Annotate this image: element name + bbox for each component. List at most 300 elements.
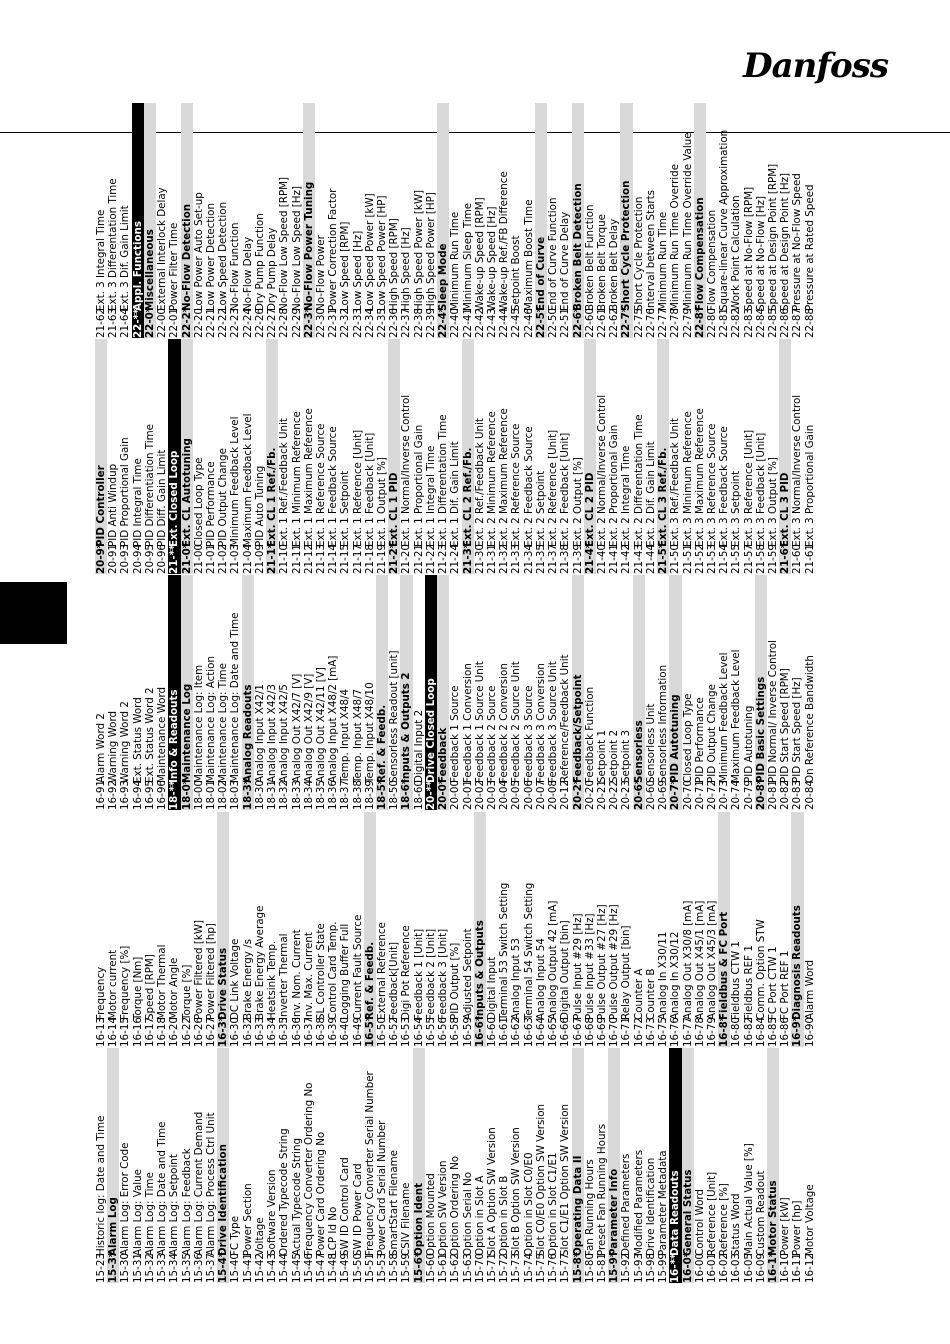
parameter-number: 21-22 bbox=[424, 544, 437, 574]
parameter-row bbox=[730, 1048, 742, 1283]
subgroup-header bbox=[437, 575, 449, 810]
parameter-name: Frequency Converter Serial Number bbox=[363, 1071, 376, 1256]
parameter-name: Low Speed Power [kW] bbox=[363, 193, 376, 311]
parameter-name: Historic log: Date and Time bbox=[95, 1115, 107, 1256]
parameter-row bbox=[510, 339, 522, 574]
parameter-row bbox=[767, 812, 779, 1047]
parameter-number: 16-70 bbox=[608, 1017, 621, 1047]
parameter-row bbox=[535, 339, 547, 574]
parameter-row bbox=[718, 575, 730, 810]
parameter-row bbox=[95, 1048, 107, 1283]
parameter-name: PID Performance bbox=[693, 697, 706, 783]
parameter-number: 15-63 bbox=[461, 1253, 474, 1283]
parameter-row bbox=[144, 339, 156, 574]
parameter-name: Maintenance Log: Action bbox=[204, 656, 217, 783]
parameter-name: Status Word bbox=[730, 1193, 743, 1256]
parameter-number: 20-08 bbox=[547, 780, 560, 810]
parameter-name: PID Autotuning bbox=[669, 694, 682, 783]
subgroup-header bbox=[303, 103, 315, 338]
parameter-name: General Status bbox=[681, 1169, 694, 1256]
parameter-number: 16-16 bbox=[131, 1017, 144, 1047]
parameter-row bbox=[743, 339, 755, 574]
parameter-name: Info & Readouts bbox=[168, 689, 181, 783]
parameter-number: 16-40 bbox=[339, 1017, 352, 1047]
parameter-number: 16-30 bbox=[229, 1017, 242, 1047]
parameter-name: No-Flow Function bbox=[229, 222, 242, 311]
parameter-name: Ext. 1 Normal/Inverse Control bbox=[400, 394, 413, 547]
parameter-name: Ext. 2 Feedback Source bbox=[522, 426, 535, 547]
parameter-number: 22-76 bbox=[644, 308, 657, 338]
parameter-row bbox=[266, 812, 278, 1047]
parameter-row bbox=[645, 575, 657, 810]
parameter-row bbox=[181, 812, 193, 1047]
parameter-row bbox=[547, 812, 559, 1047]
parameter-name: Inv. Max. Current bbox=[302, 932, 315, 1020]
parameter-row bbox=[584, 103, 596, 338]
parameter-row bbox=[767, 103, 779, 338]
parameter-number: 21-41 bbox=[608, 544, 621, 574]
parameter-number: 16-76 bbox=[669, 1017, 682, 1047]
parameter-name: Ext. 2 Output [%] bbox=[571, 457, 584, 547]
subgroup-header bbox=[242, 575, 254, 810]
parameter-number: 22-2* bbox=[180, 306, 193, 338]
parameter-number: 16-33 bbox=[253, 1017, 266, 1047]
parameter-name: Software Version bbox=[266, 1169, 279, 1256]
subgroup-header bbox=[437, 103, 449, 338]
parameter-name: Analog In X30/11 bbox=[657, 931, 670, 1020]
parameter-row bbox=[315, 812, 327, 1047]
parameter-row bbox=[657, 575, 669, 810]
parameter-row bbox=[706, 812, 718, 1047]
parameter-row bbox=[498, 1048, 510, 1283]
parameter-row bbox=[303, 339, 315, 574]
parameter-name: PID Start Speed [RPM] bbox=[779, 668, 792, 783]
parameter-row bbox=[425, 339, 437, 574]
parameter-name: Low Speed [Hz] bbox=[351, 230, 364, 311]
parameter-name: Wake-up Ref./FB Difference bbox=[498, 171, 511, 311]
parameter-number: 15-47 bbox=[314, 1253, 327, 1283]
parameter-number: 16-5* bbox=[363, 1015, 376, 1047]
parameter-name: Wake-up Speed [RPM] bbox=[473, 197, 486, 311]
parameter-row bbox=[559, 103, 571, 338]
parameter-name: No-Flow Detection bbox=[180, 203, 193, 311]
parameter-name: Ext. 3 Feedback [Unit] bbox=[754, 432, 767, 547]
parameter-number: 21-54 bbox=[718, 544, 731, 574]
parameter-number: 20-06 bbox=[522, 780, 535, 810]
parameter-row bbox=[730, 575, 742, 810]
parameter-row bbox=[608, 812, 620, 1047]
parameter-name: Analog Input X42/1 bbox=[253, 684, 266, 783]
parameter-number: 22-43 bbox=[486, 308, 498, 338]
parameter-name: Maximum Feedback Level bbox=[241, 413, 254, 547]
parameter-name: Terminal 53 Switch Setting bbox=[498, 882, 511, 1020]
parameter-row bbox=[315, 1048, 327, 1283]
parameter-row bbox=[437, 1048, 449, 1283]
subgroup-header bbox=[755, 575, 767, 810]
parameter-row bbox=[633, 339, 645, 574]
parameter-number: 15-74 bbox=[522, 1253, 535, 1283]
parameter-number: 16-01 bbox=[705, 1253, 718, 1283]
subgroup-header bbox=[572, 103, 584, 338]
parameter-name: Digital Output [bin] bbox=[559, 920, 572, 1020]
parameter-name: Power Correction Factor bbox=[327, 188, 340, 311]
parameter-name: Feedback 2 Conversion bbox=[498, 663, 511, 783]
parameter-row bbox=[278, 103, 290, 338]
parameter-number: 21-5* bbox=[657, 542, 670, 574]
parameter-name: Data Readouts bbox=[669, 1170, 682, 1256]
parameter-row bbox=[706, 575, 718, 810]
parameter-number: 15-43 bbox=[266, 1253, 279, 1283]
parameter-row bbox=[559, 575, 571, 810]
parameter-number: 22-80 bbox=[705, 308, 718, 338]
parameter-name: Feedback 3 Source bbox=[522, 685, 535, 783]
parameter-number: 22-41 bbox=[461, 308, 474, 338]
parameter-name: Motor current bbox=[107, 949, 120, 1020]
parameter-row bbox=[229, 575, 241, 810]
parameter-number: 15-70 bbox=[473, 1253, 486, 1283]
parameter-row bbox=[730, 339, 742, 574]
parameter-row bbox=[278, 339, 290, 574]
parameter-number: 16-17 bbox=[143, 1017, 156, 1047]
parameter-row bbox=[388, 1048, 400, 1283]
parameter-name: Counter B bbox=[644, 968, 657, 1020]
parameter-name: PID Autotuning bbox=[742, 705, 755, 783]
parameter-number: 16-91 bbox=[95, 780, 107, 810]
parameter-number: 15-71 bbox=[486, 1253, 498, 1283]
parameter-number: 15-6* bbox=[412, 1251, 425, 1283]
parameter-name: Alarm Log: Value bbox=[131, 1169, 144, 1256]
parameter-number: 20-82 bbox=[779, 780, 792, 810]
parameter-number: 22-20 bbox=[192, 308, 205, 338]
parameter-number: 20-23 bbox=[620, 780, 633, 810]
parameter-number: 15-77 bbox=[559, 1253, 572, 1283]
parameter-name: CSIV Filename bbox=[400, 1182, 413, 1256]
parameter-number: 20-02 bbox=[473, 780, 486, 810]
parameter-row bbox=[804, 339, 816, 574]
parameter-name: Broken Belt Torque bbox=[595, 214, 608, 311]
parameter-number: 22-35 bbox=[376, 308, 389, 338]
parameter-name: Motor Angle bbox=[168, 957, 181, 1020]
parameter-number: 16-12 bbox=[803, 1253, 816, 1283]
parameter-name: Ext. CL 2 PID bbox=[583, 472, 596, 547]
parameter-number: 15-46 bbox=[302, 1253, 315, 1283]
parameter-number: 16-67 bbox=[571, 1017, 584, 1047]
parameter-row bbox=[278, 1048, 290, 1283]
subgroup-header bbox=[767, 1048, 779, 1283]
parameter-number: 20-73 bbox=[718, 780, 731, 810]
parameter-number: 22-82 bbox=[730, 308, 743, 338]
parameter-row bbox=[156, 812, 168, 1047]
parameter-number: 22-4* bbox=[437, 306, 450, 338]
parameter-number: 20-0* bbox=[437, 778, 450, 810]
parameter-row bbox=[779, 1048, 791, 1283]
parameter-row bbox=[535, 575, 547, 810]
parameter-number: 18-31 bbox=[266, 780, 279, 810]
parameter-number: 15-76 bbox=[547, 1253, 560, 1283]
parameter-column bbox=[95, 103, 816, 338]
parameter-name: Ext. 2 Integral Time bbox=[620, 445, 633, 547]
parameter-name: PID Basic Settings bbox=[754, 676, 767, 783]
parameter-name: PID Output Change bbox=[705, 684, 718, 783]
parameter-number: 22-36 bbox=[388, 308, 401, 338]
parameter-row bbox=[547, 339, 559, 574]
parameter-name: Option Ident bbox=[412, 1182, 425, 1256]
parameter-number: 22-38 bbox=[412, 308, 425, 338]
parameter-number: 16-09 bbox=[754, 1253, 767, 1283]
subgroup-header bbox=[779, 339, 791, 574]
parameter-row bbox=[352, 1048, 364, 1283]
parameter-number: 18-** bbox=[168, 780, 181, 810]
parameter-name: Ext. 3 Differentation Time bbox=[107, 178, 120, 311]
parameter-row bbox=[486, 103, 498, 338]
parameter-name: Feedback 1 Conversion bbox=[461, 663, 474, 783]
parameter-name: Warning Word 2 bbox=[119, 701, 132, 783]
parameter-row bbox=[510, 1048, 522, 1283]
parameter-row bbox=[682, 339, 694, 574]
parameter-name: Analog Out X30/8 [mA] bbox=[681, 900, 694, 1020]
parameter-name: Ext. 2 Proportional Gain bbox=[608, 424, 621, 547]
parameter-number: 16-69 bbox=[595, 1017, 608, 1047]
parameter-row bbox=[682, 575, 694, 810]
parameter-number: 15-51 bbox=[363, 1253, 376, 1283]
parameter-name: Option in Slot C0/E0 bbox=[522, 1152, 535, 1256]
parameter-name: Ext. Status Word bbox=[131, 697, 144, 783]
parameter-row bbox=[303, 1048, 315, 1283]
parameter-row bbox=[303, 812, 315, 1047]
parameter-number: 21-35 bbox=[534, 544, 547, 574]
parameter-name: Analog Input X48/2 [mA] bbox=[327, 655, 340, 783]
parameter-number: 15-75 bbox=[534, 1253, 547, 1283]
parameter-name: Ext. 3 Normal/Inverse Control bbox=[791, 394, 804, 547]
parameter-number: 22-33 bbox=[351, 308, 364, 338]
group-header bbox=[168, 339, 180, 574]
parameter-number: 22-85 bbox=[767, 308, 780, 338]
parameter-row bbox=[682, 103, 694, 338]
parameter-name: Analog Out X42/7 [V] bbox=[290, 673, 303, 783]
parameter-number: 22-** bbox=[131, 308, 144, 338]
parameter-number: 16-37 bbox=[302, 1017, 315, 1047]
parameter-column bbox=[95, 812, 816, 1047]
parameter-number: 21-33 bbox=[510, 544, 523, 574]
parameter-name: Ext. CL 2 Ref./Fb. bbox=[461, 447, 474, 547]
parameter-name: Temp. Input X48/10 bbox=[363, 682, 376, 783]
parameter-number: 16-18 bbox=[156, 1017, 169, 1047]
parameter-name: Option in Slot C1/E1 bbox=[547, 1152, 560, 1256]
parameter-row bbox=[242, 339, 254, 574]
parameter-number: 22-6* bbox=[571, 306, 584, 338]
parameter-number: 21-11 bbox=[290, 544, 303, 574]
parameter-row bbox=[107, 575, 119, 810]
parameter-row bbox=[107, 812, 119, 1047]
parameter-number: 16-03 bbox=[730, 1253, 743, 1283]
parameter-row bbox=[229, 1048, 241, 1283]
parameter-row bbox=[559, 339, 571, 574]
parameter-name: Ext. 1 Reference [Unit] bbox=[351, 429, 364, 547]
parameter-name: Fieldbus REF 1 bbox=[742, 945, 755, 1020]
parameter-number: 18-0* bbox=[180, 778, 193, 810]
brand-logo: Danfoss bbox=[743, 46, 888, 86]
parameter-row bbox=[193, 103, 205, 338]
parameter-number: 18-01 bbox=[204, 780, 217, 810]
parameter-name: Ext. 2 Differentation Time bbox=[632, 414, 645, 547]
parameter-number: 22-5* bbox=[534, 306, 547, 338]
parameter-name: Torque [%] bbox=[180, 964, 193, 1020]
parameter-name: Fieldbus & FC Port bbox=[718, 911, 731, 1020]
parameter-number: 16-11 bbox=[791, 1253, 804, 1283]
parameter-name: Power Section bbox=[241, 1183, 254, 1256]
subgroup-header bbox=[633, 575, 645, 810]
parameter-number: 16-35 bbox=[278, 1017, 291, 1047]
parameter-name: Reference [%] bbox=[718, 1183, 731, 1256]
parameter-name: Power Filter Time bbox=[168, 222, 181, 311]
parameter-number: 22-01 bbox=[168, 308, 181, 338]
parameter-number: 16-49 bbox=[351, 1017, 364, 1047]
parameter-number: 21-20 bbox=[400, 544, 413, 574]
parameter-name: Brake Energy /s bbox=[241, 939, 254, 1020]
parameter-number: 22-30 bbox=[314, 308, 327, 338]
parameter-number: 15-98 bbox=[644, 1253, 657, 1283]
parameter-number: 15-32 bbox=[143, 1253, 156, 1283]
parameter-number: 22-22 bbox=[217, 308, 230, 338]
parameter-name: Inputs & Outputs bbox=[473, 920, 486, 1020]
parameter-number: 16-68 bbox=[583, 1017, 596, 1047]
parameter-name: Minimum Run Time bbox=[657, 211, 670, 311]
parameter-name: Alarm Log: Feedback bbox=[180, 1148, 193, 1256]
subgroup-header bbox=[474, 812, 486, 1047]
parameter-number: 21-62 bbox=[95, 308, 107, 338]
parameter-row bbox=[730, 812, 742, 1047]
parameter-number: 20-74 bbox=[730, 780, 743, 810]
subgroup-header bbox=[584, 339, 596, 574]
parameter-row bbox=[168, 812, 180, 1047]
parameter-row bbox=[645, 103, 657, 338]
parameter-name: Feedback 1 Source bbox=[449, 685, 462, 783]
parameter-name: Analog Input 53 bbox=[510, 938, 523, 1020]
parameter-number: 20-79 bbox=[742, 780, 755, 810]
parameter-row bbox=[645, 1048, 657, 1283]
parameter-number: 16-94 bbox=[131, 780, 144, 810]
parameter-row bbox=[352, 339, 364, 574]
parameter-name: Fan Running Hours bbox=[583, 1159, 596, 1256]
parameter-number: 21-03 bbox=[229, 544, 242, 574]
parameter-row bbox=[352, 103, 364, 338]
parameter-name: Ext. 3 Proportional Gain bbox=[803, 424, 816, 547]
parameter-number: 16-61 bbox=[498, 1017, 511, 1047]
parameter-name: Diagnosis Readouts bbox=[791, 905, 804, 1020]
parameter-name: Maintenance Log: Date and Time bbox=[229, 612, 242, 783]
parameter-name: Feedback 2 [Unit] bbox=[424, 928, 437, 1020]
parameter-name: PID Differentiation Time bbox=[143, 424, 156, 547]
parameter-number: 16-6* bbox=[473, 1015, 486, 1047]
parameter-number: 21-3* bbox=[461, 542, 474, 574]
subgroup-header bbox=[217, 812, 229, 1047]
parameter-name: Logging Buffer Full bbox=[339, 923, 352, 1020]
parameter-name: Pressure at No-Flow Speed bbox=[791, 173, 804, 311]
parameter-row bbox=[645, 339, 657, 574]
parameter-name: SmartStart Filename bbox=[388, 1149, 401, 1256]
parameter-number: 21-21 bbox=[412, 544, 425, 574]
parameter-number: 16-10 bbox=[779, 1253, 792, 1283]
parameter-row bbox=[254, 1048, 266, 1283]
subgroup-header bbox=[144, 103, 156, 338]
parameter-name: Defined Parameters bbox=[620, 1153, 633, 1256]
parameter-name: PID Diff. Gain Limit bbox=[156, 449, 169, 547]
parameter-name: Miscellaneous bbox=[143, 229, 156, 311]
parameter-name: Low Power Auto Set-up bbox=[192, 192, 205, 311]
parameter-name: Frequency bbox=[95, 966, 107, 1020]
parameter-row bbox=[144, 812, 156, 1047]
parameter-name: Alarm Log: Date and Time bbox=[156, 1121, 169, 1256]
parameter-name: Operating Data II bbox=[571, 1155, 584, 1256]
parameter-name: Current Fault Source bbox=[351, 914, 364, 1020]
parameter-name: Ext. 3 Maximum Reference bbox=[693, 408, 706, 547]
parameter-name: Preset Fan Running Hours bbox=[595, 1123, 608, 1256]
parameter-number: 18-36 bbox=[327, 780, 340, 810]
parameter-name: Analog Out X42/11 [V] bbox=[314, 667, 327, 783]
parameter-number: 22-51 bbox=[559, 308, 572, 338]
parameter-number: 22-7* bbox=[620, 306, 633, 338]
parameter-name: Ext. CL 3 PID bbox=[779, 472, 792, 547]
parameter-number: 21-04 bbox=[241, 544, 254, 574]
parameter-row bbox=[352, 575, 364, 810]
parameter-row bbox=[327, 575, 339, 810]
parameter-row bbox=[205, 812, 217, 1047]
parameter-row bbox=[156, 1048, 168, 1283]
parameter-row bbox=[119, 575, 131, 810]
parameter-number: 20-60 bbox=[644, 780, 657, 810]
parameter-name: Sensorless Information bbox=[657, 664, 670, 783]
parameter-name: Terminal 54 Switch Setting bbox=[522, 882, 535, 1020]
parameter-row bbox=[694, 575, 706, 810]
parameter-number: 21-4* bbox=[583, 542, 596, 574]
parameter-row bbox=[352, 812, 364, 1047]
parameter-name: Relay Output [bin] bbox=[620, 925, 633, 1020]
parameter-name: Alarm Log: Error Code bbox=[119, 1142, 132, 1256]
parameter-number: 22-50 bbox=[547, 308, 560, 338]
parameter-row bbox=[804, 103, 816, 338]
parameter-name: Pulse Input #29 [Hz] bbox=[571, 913, 584, 1020]
parameter-number: 22-42 bbox=[473, 308, 486, 338]
parameter-number: 15-80 bbox=[583, 1253, 596, 1283]
parameter-name: Short Cycle Protection bbox=[632, 196, 645, 311]
parameter-number: 21-19 bbox=[376, 544, 389, 574]
parameter-name: Minimum Run Time bbox=[449, 211, 462, 311]
parameter-number: 22-31 bbox=[327, 308, 340, 338]
parameter-number: 15-73 bbox=[510, 1253, 523, 1283]
parameter-number: 20-01 bbox=[461, 780, 474, 810]
parameter-row bbox=[132, 575, 144, 810]
parameter-number: 18-03 bbox=[229, 780, 242, 810]
parameter-number: 16-53 bbox=[400, 1017, 413, 1047]
parameter-number: 21-** bbox=[168, 544, 181, 574]
parameter-name: Feedback 3 Source Unit bbox=[547, 661, 560, 783]
parameter-row bbox=[474, 339, 486, 574]
parameter-row bbox=[315, 575, 327, 810]
parameter-name: Alarm Log: Setpoint bbox=[168, 1154, 181, 1256]
parameter-row bbox=[486, 575, 498, 810]
parameter-number: 21-42 bbox=[620, 544, 633, 574]
parameter-number: 18-34 bbox=[302, 780, 315, 810]
parameter-row bbox=[193, 575, 205, 810]
parameter-number: 20-69 bbox=[657, 780, 670, 810]
subgroup-header bbox=[107, 1048, 119, 1283]
parameter-number: 15-33 bbox=[156, 1253, 169, 1283]
parameter-number: 20-96 bbox=[156, 544, 169, 574]
parameter-number: 21-15 bbox=[339, 544, 352, 574]
parameter-row bbox=[291, 575, 303, 810]
parameter-number: 21-32 bbox=[498, 544, 511, 574]
parameter-name: PID Anti Windup bbox=[107, 463, 120, 547]
